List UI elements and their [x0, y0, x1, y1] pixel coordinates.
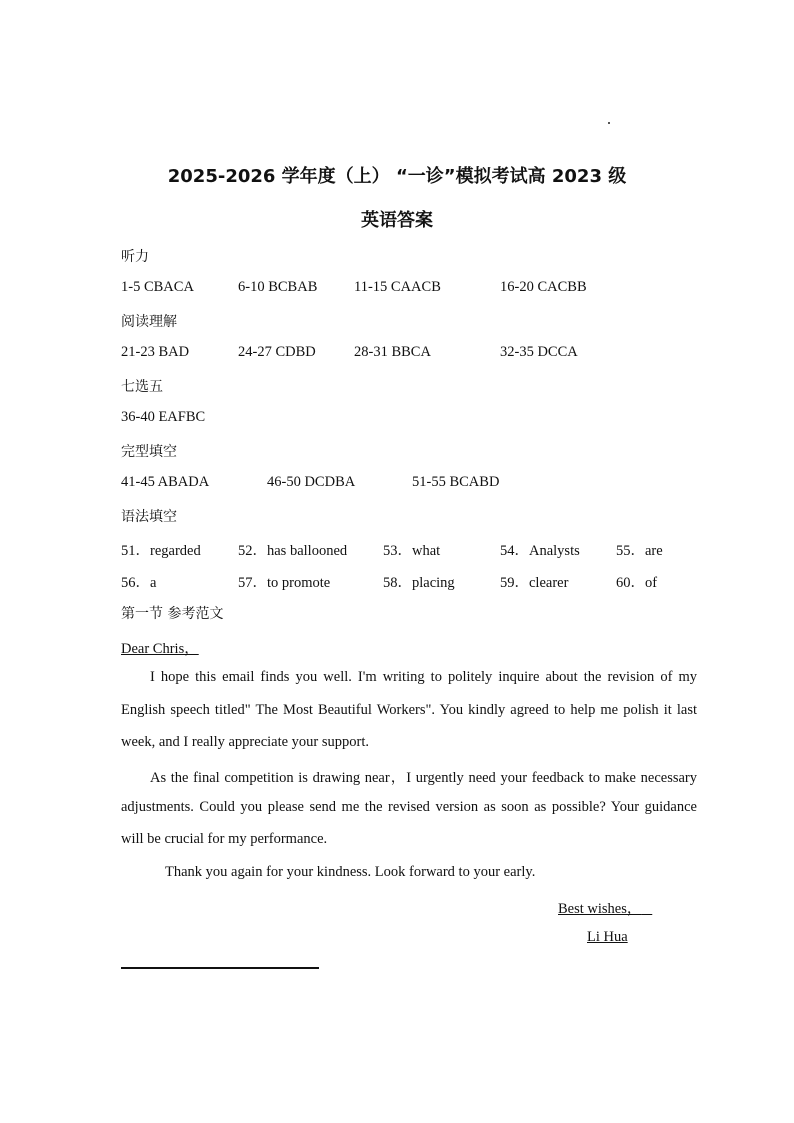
answer-group: 16-20 CACBB — [500, 279, 587, 295]
answer-group: 6-10 BCBAB — [238, 279, 318, 295]
grammar-answer: 59．clearer — [500, 575, 569, 591]
answer-group: 28-31 BBCA — [354, 344, 431, 360]
section-heading-writing: 第一节 参考范文 — [121, 606, 224, 622]
grammar-answer: 58．placing — [383, 575, 455, 591]
section-heading-cloze: 完型填空 — [121, 444, 177, 460]
answer-group: 51-55 BCABD — [412, 474, 500, 490]
letter-paragraph-line: adjustments. Could you please send me the revised version as soon as possible? Your guidance — [121, 799, 697, 815]
letter-paragraph-line: As the final competition is drawing near，I urgently need your feedback to make necessary — [150, 770, 697, 786]
letter-paragraph-line: will be crucial for my performance. — [121, 831, 328, 847]
section-heading-reading: 阅读理解 — [121, 314, 177, 330]
letter-signature: Li Hua — [587, 929, 628, 945]
grammar-answer: 54．Analysts — [500, 543, 580, 559]
section-heading-listening: 听力 — [121, 249, 149, 265]
grammar-answer: 55．are — [616, 543, 663, 559]
grammar-answer: 51．regarded — [121, 543, 201, 559]
answer-group: 1-5 CBACA — [121, 279, 194, 295]
answer-group: 21-23 BAD — [121, 344, 190, 360]
answer-group: 46-50 DCDBA — [267, 474, 356, 490]
answer-group: 32-35 DCCA — [500, 344, 578, 360]
letter-paragraph-line: Thank you again for your kindness. Look forward to your early. — [165, 864, 536, 880]
page-subtitle: 英语答案 — [361, 210, 433, 231]
grammar-answer: 52．has ballooned — [238, 543, 348, 559]
grammar-answer: 53．what — [383, 543, 441, 559]
grammar-answer: 60．of — [616, 575, 658, 591]
answer-group: 41-45 ABADA — [121, 474, 210, 490]
letter-paragraph-line: English speech titled" The Most Beautiful Workers". You kindly agreed to help me polish it last — [121, 702, 697, 718]
grammar-answer: 56．a — [121, 575, 157, 591]
letter-paragraph-line: week, and I really appreciate your support. — [121, 734, 370, 750]
section-heading-seven-five: 七选五 — [121, 379, 163, 395]
answer-group: 11-15 CAACB — [354, 279, 441, 295]
letter-paragraph-line: I hope this email finds you well. I'm writing to politely inquire about the revision of my — [150, 669, 697, 685]
letter-salutation: Dear Chris， — [121, 641, 199, 657]
section-heading-grammar: 语法填空 — [121, 509, 177, 525]
page-title: 2025-2026 学年度（上） “一诊”模拟考试高 2023 级 — [167, 166, 627, 187]
letter-closing: Best wishes， — [558, 901, 642, 917]
stray-dot — [608, 122, 610, 124]
footnote-rule — [121, 967, 319, 969]
answer-group: 36-40 EAFBC — [121, 409, 206, 425]
grammar-answer: 57．to promote — [238, 575, 331, 591]
answer-group: 24-27 CDBD — [238, 344, 316, 360]
